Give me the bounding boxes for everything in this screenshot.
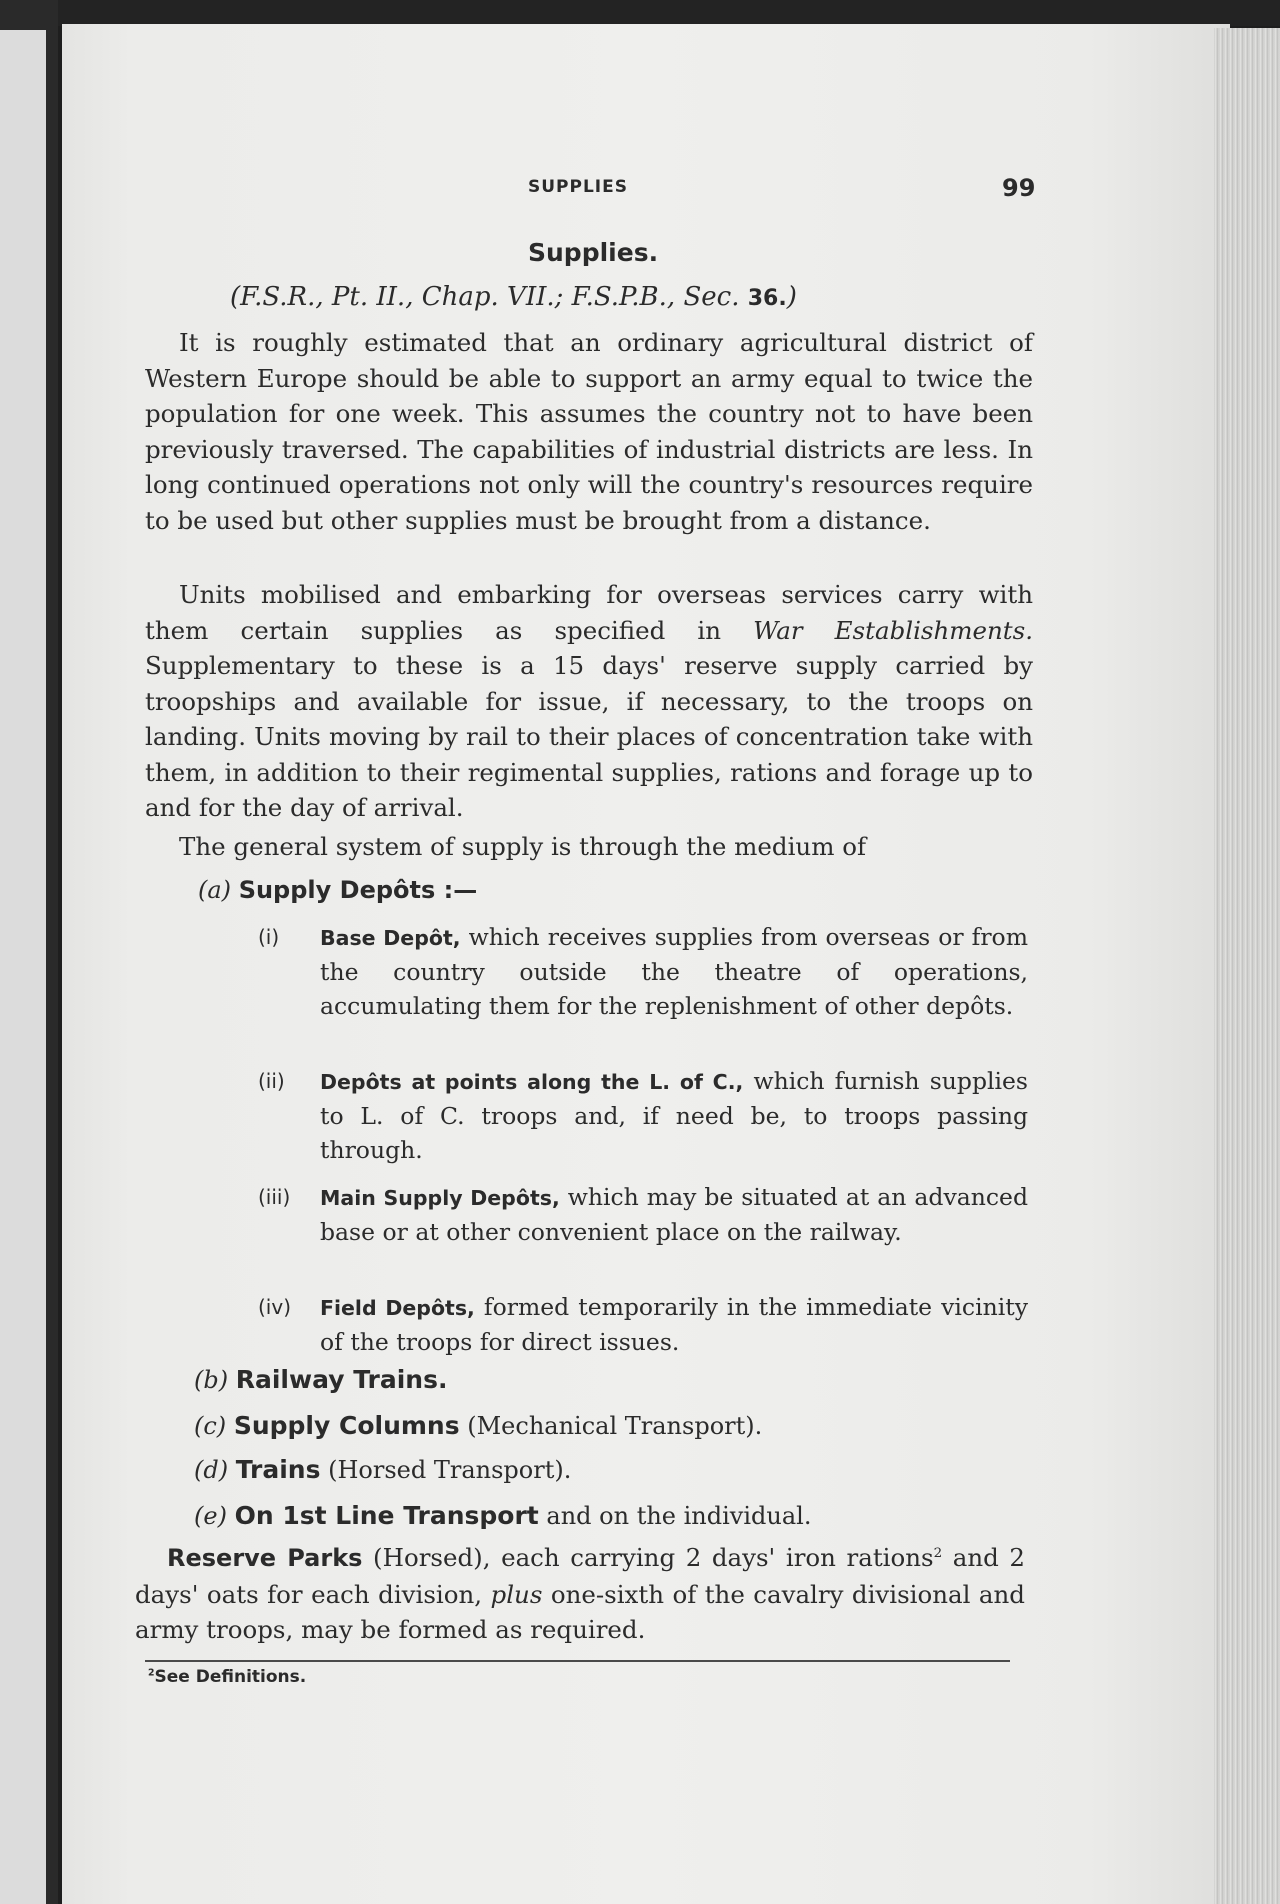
paragraph-4: [135, 1540, 1025, 1648]
list-title: Supply Columns: [233, 1411, 460, 1440]
sub-item-number: (i): [258, 925, 280, 949]
list-title: On 1st Line Transport: [234, 1501, 539, 1530]
sub-item-number: (iii): [258, 1185, 291, 1209]
facing-page-edge: [0, 0, 58, 1904]
sub-item-number: (iv): [258, 1295, 291, 1319]
list-item-a: [198, 873, 477, 908]
list-title: Railway Trains.: [235, 1365, 448, 1394]
reference-number: 36.: [747, 286, 787, 311]
sub-item-title: Base Depôt,: [320, 926, 461, 950]
sub-item-iv: [258, 1290, 1028, 1359]
footnote-marker: 2: [148, 1667, 155, 1679]
sub-item-text: which receives supplies from overseas or from the country outside the theatre of operations, accumulating them for the replenishment of other depôts.: [320, 923, 1028, 1020]
page-edges: [1214, 28, 1280, 1904]
sub-item-i: [258, 920, 1028, 1023]
running-head: SUPPLIES: [528, 177, 628, 197]
sub-item-title: Main Supply Depôts,: [320, 1186, 560, 1210]
paragraph-4-text-1: (Horsed), each carrying 2 days' iron rations: [373, 1543, 934, 1572]
list-item-e: [194, 1498, 811, 1534]
sub-item-title: Depôts at points along the L. of C.,: [320, 1070, 744, 1094]
list-label: (c): [194, 1412, 227, 1440]
list-label: (d): [194, 1456, 229, 1484]
list-title: Trains: [235, 1455, 321, 1484]
reference-close: ): [786, 282, 797, 312]
sub-item-text: formed temporarily in the immediate vicinity of the troops for direct issues.: [320, 1293, 1028, 1356]
section-reference: [230, 282, 797, 312]
footnote-text: See Definitions.: [154, 1667, 307, 1687]
page-number: 99: [1002, 174, 1036, 202]
paragraph-2-after: Supplementary to these is a 15 days' reserve supply carried by troopships and available for issue, if necessary, to the troops on landing. Units moving by rail to their places of concentration take with them, in addition to their regimental supplies, rations and forage up to and for the day of arrival.: [145, 651, 1033, 822]
paragraph-4-text-2: and 2 days' oats for each division,: [135, 1543, 1026, 1609]
list-item-c: [194, 1408, 762, 1444]
reference-text: (F.S.R., Pt. II., Chap. VII.; F.S.P.B., Sec.: [230, 282, 740, 312]
list-label: (e): [194, 1502, 227, 1530]
sub-item-iii: [258, 1180, 1028, 1249]
sub-item-text: which furnish supplies to L. of C. troops and, if need be, to troops passing through.: [320, 1067, 1028, 1164]
paragraph-3: The general system of supply is through the medium of: [179, 832, 867, 861]
section-heading: Supplies.: [528, 238, 659, 267]
sub-item-title: Field Depôts,: [320, 1296, 475, 1320]
list-text: and on the individual.: [546, 1502, 812, 1530]
footnote-rule: [145, 1660, 1010, 1662]
sub-item-number: (ii): [258, 1069, 285, 1093]
paragraph-2-italic: War Establishments.: [753, 615, 1033, 645]
sub-item-ii: [258, 1064, 1028, 1167]
list-title: Supply Depôts :—: [238, 876, 478, 904]
list-text: (Horsed Transport).: [328, 1456, 572, 1484]
facing-page-sliver: [0, 30, 46, 1904]
paragraph-2-before: Units mobilised and embarking for overseas services carry with them certain supplies as specified in: [145, 580, 1033, 645]
list-text: (Mechanical Transport).: [467, 1412, 763, 1440]
list-item-d: [194, 1452, 571, 1488]
list-label: (a): [198, 876, 232, 904]
scan-top-border: [0, 0, 1280, 26]
paragraph-1: It is roughly estimated that an ordinary agricultural district of Western Europe should be able to support an army equal to twice the population for one week. This assumes the country not to have been previously traversed. The capabilities of industrial districts are less. In long continued operations not only will the country's resources require to be used but other supplies must be brought from a distance.: [145, 328, 1033, 535]
paragraph-2: [145, 577, 1033, 826]
footnote-reference: 2: [933, 1544, 943, 1561]
list-label: (b): [194, 1366, 229, 1394]
paragraph-4-text-3: one-sixth of the cavalry divisional and army troops, may be formed as required.: [135, 1579, 1025, 1644]
paragraph-4-title: Reserve Parks: [167, 1544, 363, 1572]
list-item-b: [194, 1362, 447, 1398]
paragraph-4-italic: plus: [490, 1579, 543, 1609]
footnote: [148, 1667, 306, 1687]
sub-item-text: which may be situated at an advanced base or at other convenient place on the railway.: [320, 1183, 1028, 1246]
